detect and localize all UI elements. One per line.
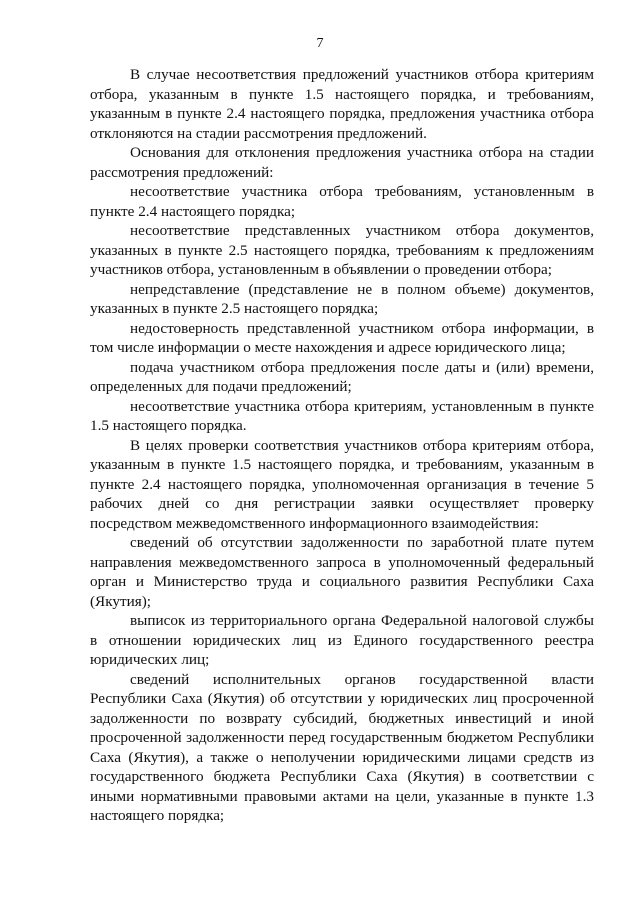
paragraph-ground-false-info: недостоверность представленной участником отбора информации, в том числе информации о месте нахождения и адресе юридического лица; bbox=[90, 319, 594, 356]
paragraph-rejection-grounds-heading: Основания для отклонения предложения участника отбора на стадии рассмотрения предложений: bbox=[90, 144, 594, 181]
paragraph-ground-incomplete: непредставление (представление не в полном объеме) документов, указанных в пункте 2.5 настоящего порядка; bbox=[90, 280, 594, 317]
document-body bbox=[90, 65, 594, 826]
paragraph-verification-intro: В целях проверки соответствия участников отбора критериям отбора, указанным в пункте 1.5 настоящего порядка, и требованиям, указанным в пункте 2.4 настоящего порядка, уполномоченная организация в течение 5 рабочих дней со дня регистрации заявки осуществляет проверку посредством межведомственного информационного взаимодействия: bbox=[90, 436, 594, 532]
paragraph-verify-tax-extract: выписок из территориального органа Федеральной налоговой службы в отношении юридических лиц из Единого государственного реестра юридических лиц; bbox=[90, 612, 594, 668]
paragraph-ground-documents: несоответствие представленных участником отбора документов, указанных в пункте 2.5 настоящего порядка, требованиям к предложениям участников отбора, установленным в объявлении о проведении отбора; bbox=[90, 222, 594, 278]
page-number: 7 bbox=[316, 36, 324, 51]
paragraph-verify-budget-debt: сведений исполнительных органов государственной власти Республики Саха (Якутия) об отсутствии у юридических лиц просроченной задолженности по возврату субсидий, бюджетных инвестиций и иной просроченной задолженности перед государственным бюджетом Республики Саха (Якутия), а также о неполучении юридическими лицами средств из государственного бюджета Республики Саха (Якутия) в соответствии с иными нормативными правовыми актами на цели, указанные в пункте 1.3 настоящего порядка; bbox=[90, 670, 594, 824]
paragraph-ground-late-submission: подача участником отбора предложения после даты и (или) времени, определенных для подачи предложений; bbox=[90, 358, 594, 395]
paragraph-verify-salary-debt: сведений об отсутствии задолженности по заработной плате путем направления межведомственного запроса в уполномоченный федеральный орган и Министерство труда и социального развития Республики Саха (Якутия); bbox=[90, 534, 594, 610]
paragraph-rejection-intro: В случае несоответствия предложений участников отбора критериям отбора, указанным в пункте 1.5 настоящего порядка, и требованиям, указанным в пункте 2.4 настоящего порядка, предложения участника отбора отклоняются на стадии рассмотрения предложений. bbox=[90, 66, 594, 142]
paragraph-ground-requirements: несоответствие участника отбора требованиям, установленным в пункте 2.4 настоящего порядка; bbox=[90, 183, 594, 220]
paragraph-ground-criteria: несоответствие участника отбора критериям, установленным в пункте 1.5 настоящего порядка. bbox=[90, 397, 594, 434]
